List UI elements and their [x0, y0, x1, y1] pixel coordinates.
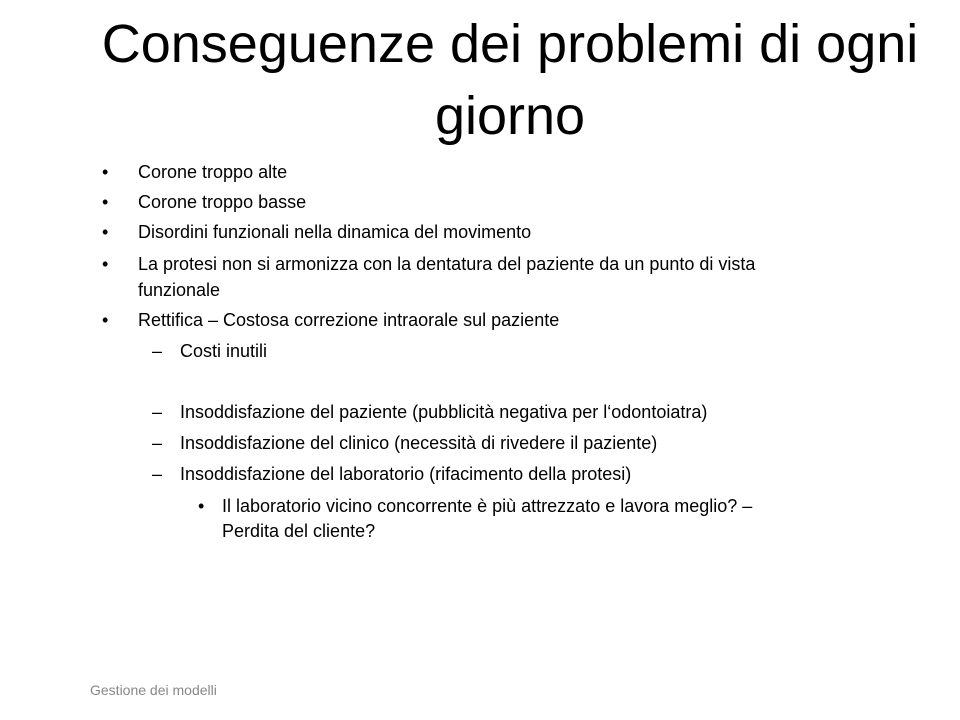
slide-footer: Gestione dei modelli	[90, 682, 217, 698]
list-item-line: La protesi non si armonizza con la dentatura del paziente da un punto di vista	[138, 254, 756, 274]
list-item: Corone troppo basse	[138, 192, 307, 212]
list-item: Rettifica – Costosa correzione intraorale sul paziente	[138, 310, 560, 330]
sub-sub-list-item-line: Perdita del cliente?	[222, 521, 376, 541]
dash-marker: –	[152, 341, 163, 361]
list-item: Disordini funzionali nella dinamica del movimento	[138, 222, 532, 242]
list-item-line: funzionale	[138, 280, 221, 300]
slide-title: Conseguenze dei problemi di ogni giorno	[101, 14, 919, 146]
sub-list-item: Insoddisfazione del paziente (pubblicità negativa per l‘odontoiatra)	[180, 402, 708, 422]
sub-sub-list-item-line: Il laboratorio vicino concorrente è più attrezzato e lavora meglio? –	[222, 496, 753, 516]
bullet-marker: •	[198, 496, 205, 516]
bullet-marker: •	[102, 192, 109, 212]
dash-marker: –	[152, 433, 163, 453]
bullet-marker: •	[102, 254, 109, 274]
sub-list-item: Insoddisfazione del clinico (necessità di rivedere il paziente)	[180, 433, 658, 453]
list-item: Corone troppo alte	[138, 162, 288, 182]
dash-marker: –	[152, 464, 163, 484]
sub-list-item: Costi inutili	[180, 341, 268, 361]
bullet-marker: •	[102, 162, 109, 182]
bullet-marker: •	[102, 310, 109, 330]
bullet-marker: •	[102, 222, 109, 242]
dash-marker: –	[152, 402, 163, 422]
sub-list-item: Insoddisfazione del laboratorio (rifacimento della protesi)	[180, 464, 632, 484]
